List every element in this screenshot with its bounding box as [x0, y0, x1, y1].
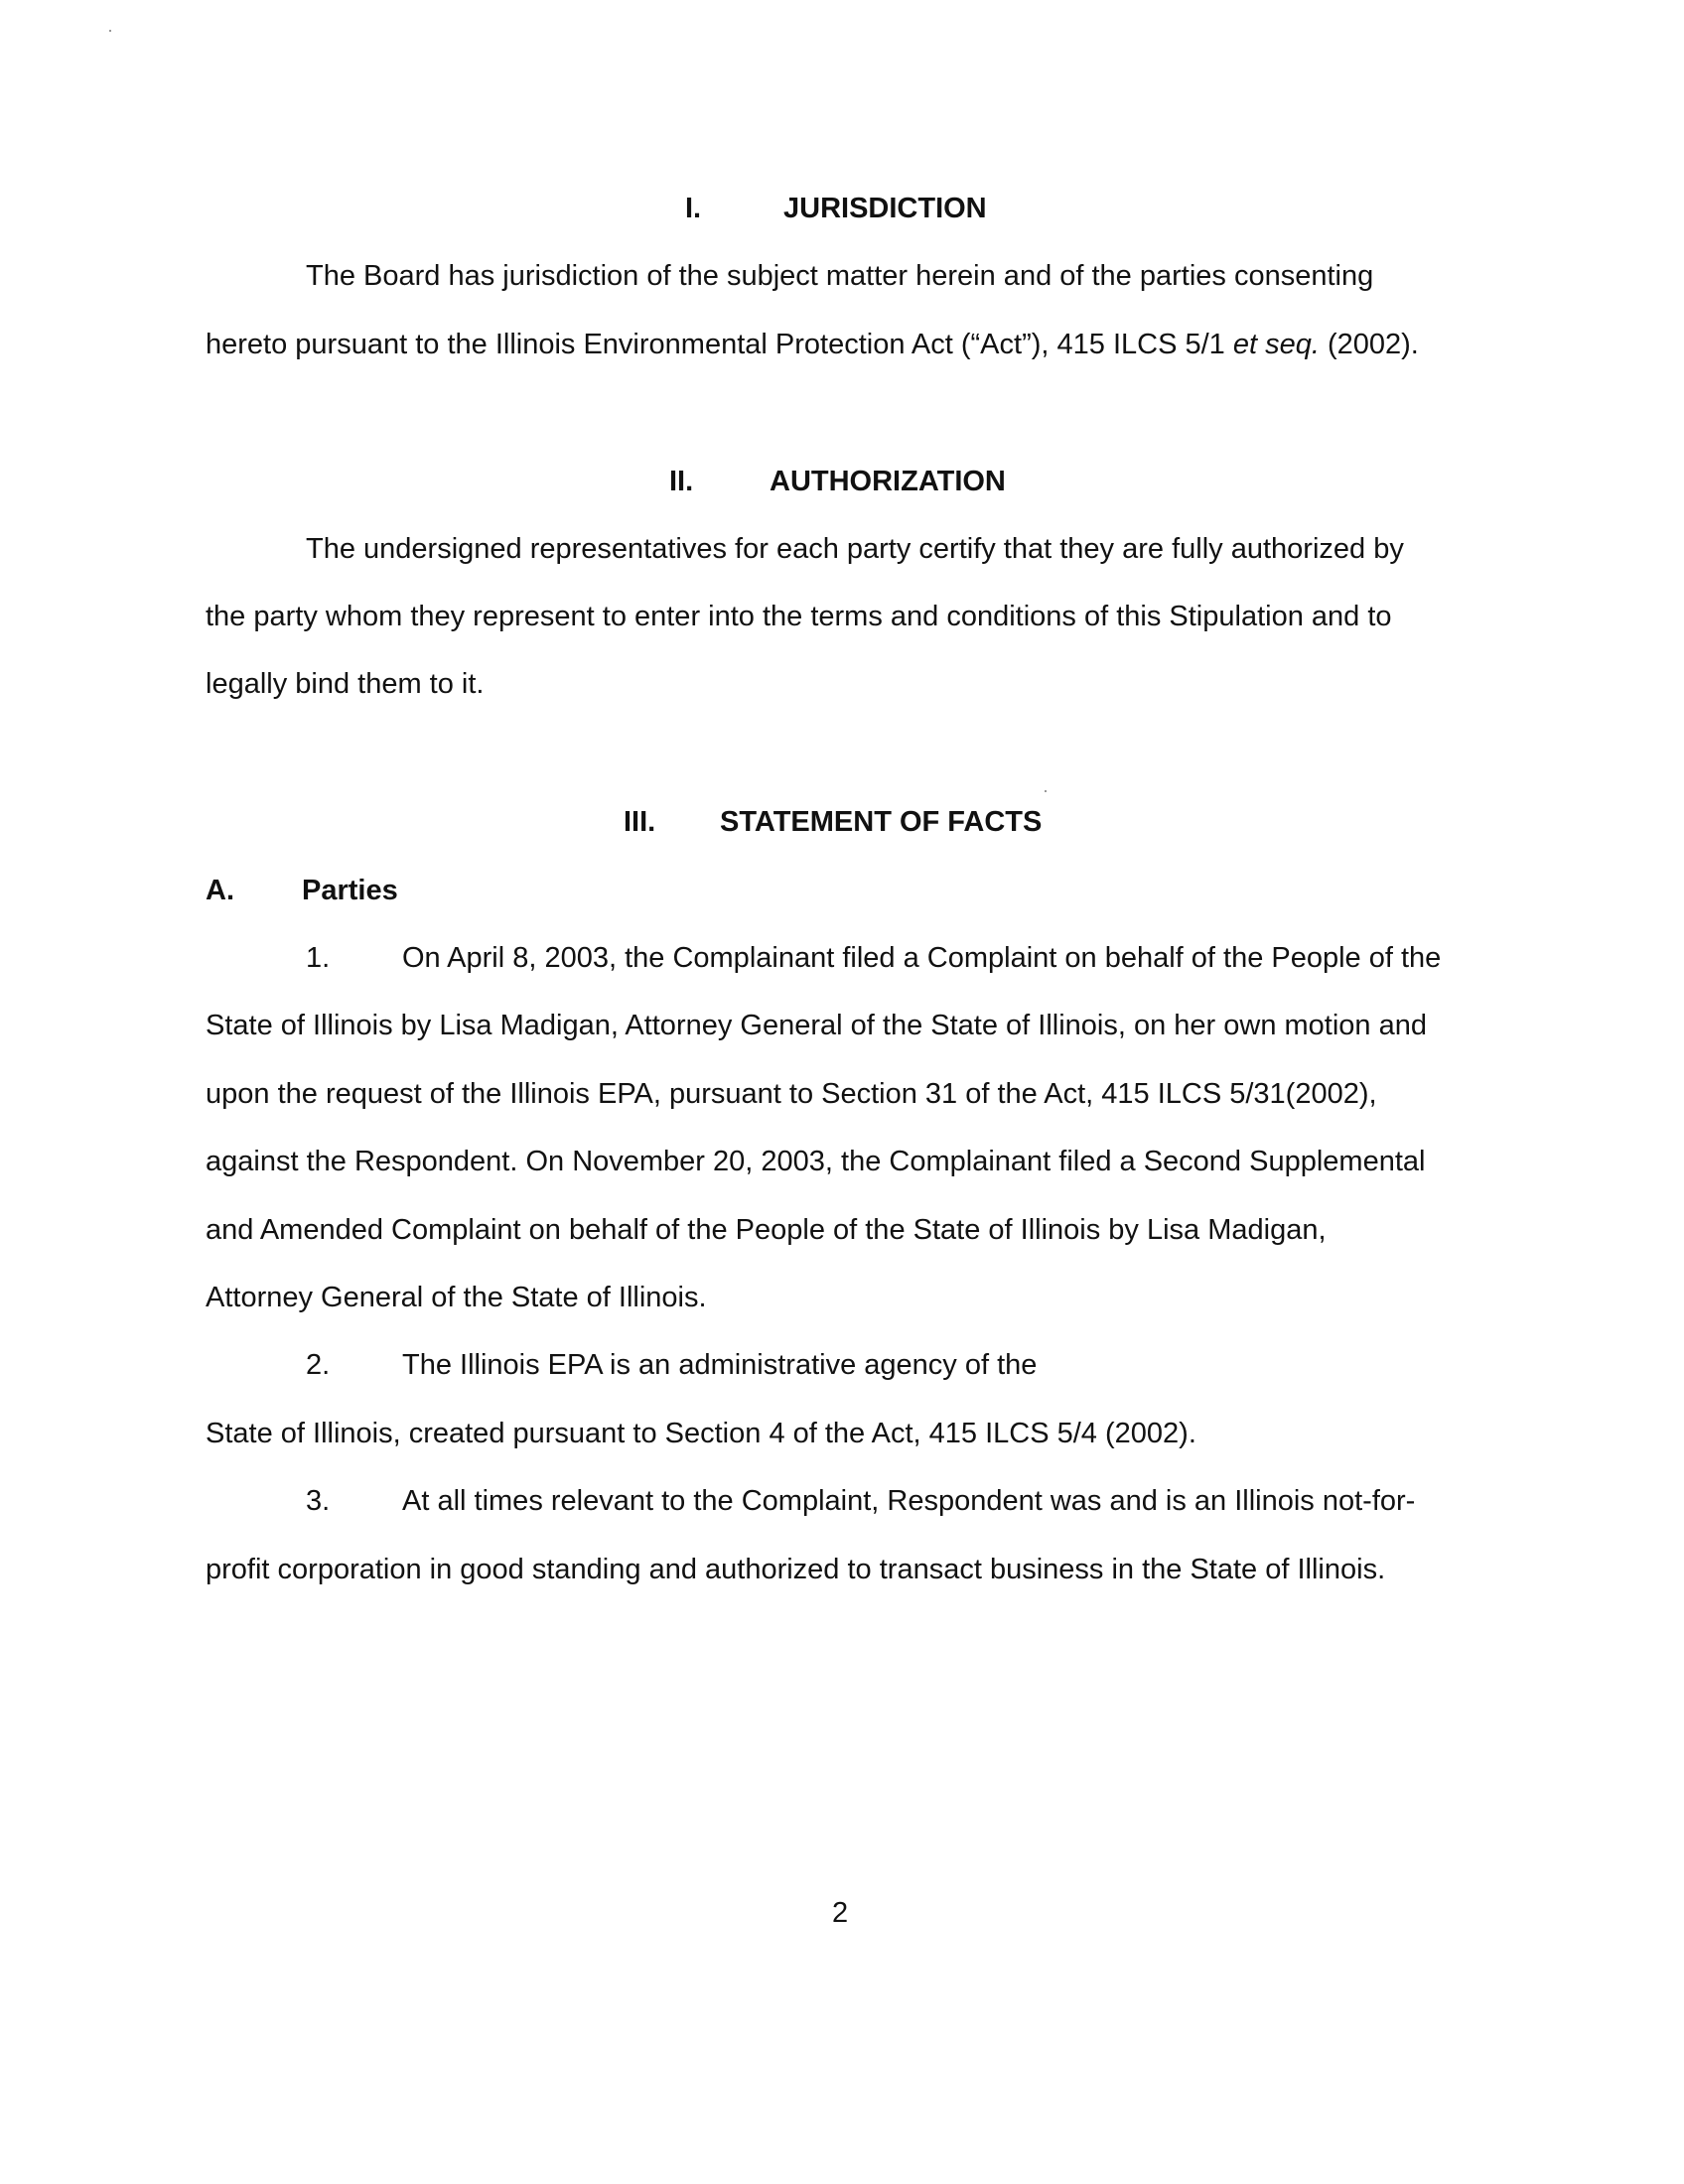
line-text: (2002).	[1319, 329, 1419, 360]
paragraph-line: State of Illinois, created pursuant to Section 4 of the Act, 415 ILCS 5/4 (2002).	[206, 1418, 1196, 1449]
subsection-title: Parties	[302, 875, 398, 906]
section-number: I.	[685, 193, 702, 224]
italic-citation: et seq.	[1232, 329, 1320, 360]
paragraph-line: The undersigned representatives for each party certify that they are fully authorized by	[306, 533, 1404, 565]
paragraph-line: The Illinois EPA is an administrative agency of the	[402, 1349, 1038, 1381]
paragraph-line: legally bind them to it.	[206, 668, 485, 700]
section-title: STATEMENT OF FACTS	[720, 806, 1043, 838]
line-text: hereto pursuant to the Illinois Environmental Protection Act (“Act”), 415 ILCS 5/1	[206, 329, 1233, 360]
paragraph-number: 3.	[306, 1485, 331, 1517]
section-title: JURISDICTION	[783, 193, 987, 224]
section-number: II.	[669, 466, 694, 497]
paragraph-line	[206, 328, 1419, 361]
section-title: AUTHORIZATION	[770, 466, 1006, 497]
paragraph-line: upon the request of the Illinois EPA, pursuant to Section 31 of the Act, 415 ILCS 5/31(2002),	[206, 1078, 1377, 1110]
paragraph-number: 1.	[306, 942, 331, 974]
page-number: 2	[832, 1897, 849, 1929]
subsection-letter: A.	[206, 875, 234, 906]
scan-speck	[1045, 790, 1047, 792]
paragraph-number: 2.	[306, 1349, 331, 1381]
paragraph-line: Attorney General of the State of Illinois.	[206, 1282, 707, 1313]
paragraph-line: At all times relevant to the Complaint, Respondent was and is an Illinois not-for-	[402, 1485, 1416, 1517]
paragraph-line: the party whom they represent to enter into the terms and conditions of this Stipulation and to	[206, 601, 1392, 632]
paragraph-line: against the Respondent. On November 20, 2003, the Complainant filed a Second Supplemental	[206, 1146, 1426, 1177]
paragraph-line: State of Illinois by Lisa Madigan, Attorney General of the State of Illinois, on her own motion and	[206, 1010, 1427, 1041]
scan-speck	[109, 30, 111, 32]
paragraph-line: and Amended Complaint on behalf of the People of the State of Illinois by Lisa Madigan,	[206, 1214, 1327, 1246]
paragraph-line: profit corporation in good standing and authorized to transact business in the State of Illinois.	[206, 1554, 1386, 1585]
paragraph-line: The Board has jurisdiction of the subject matter herein and of the parties consenting	[306, 260, 1374, 292]
paragraph-line: On April 8, 2003, the Complainant filed a Complaint on behalf of the People of the	[402, 942, 1442, 974]
section-number: III.	[624, 806, 656, 838]
